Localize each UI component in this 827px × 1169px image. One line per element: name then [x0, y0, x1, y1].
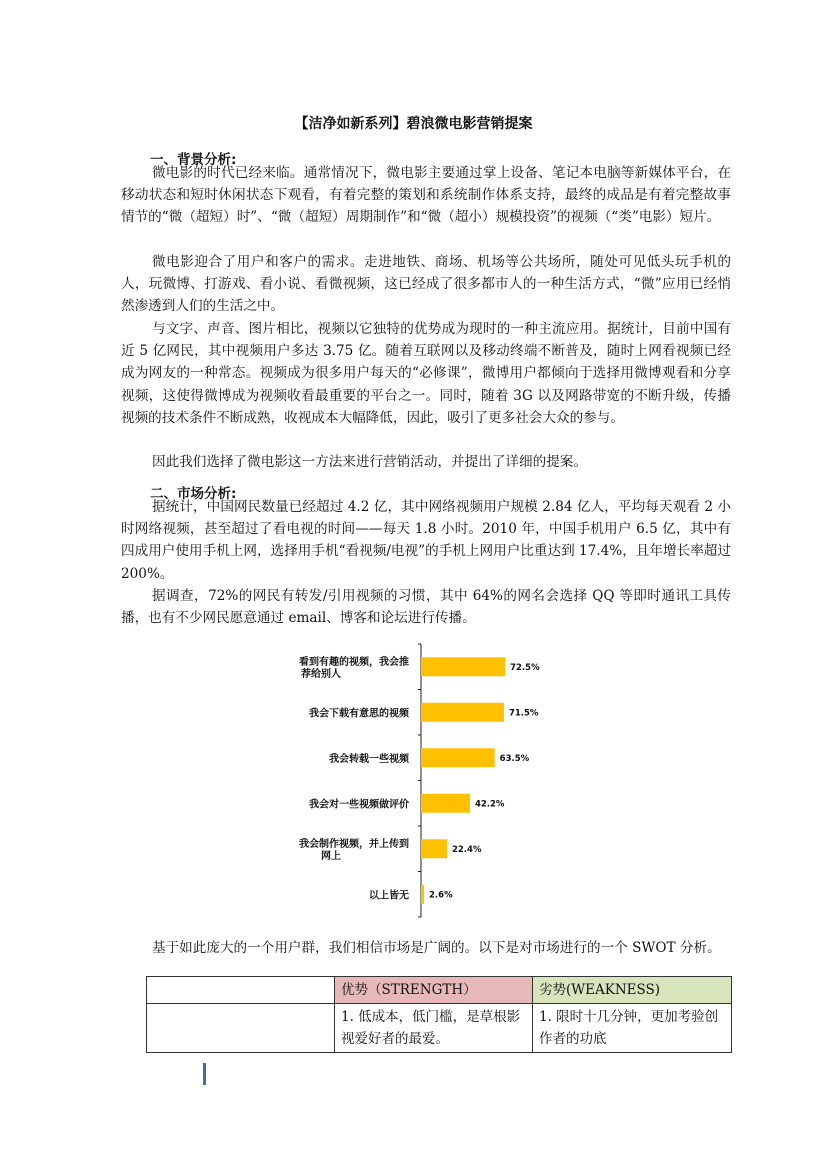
page-title: 【洁净如新系列】碧浪微电影营销提案 [294, 116, 533, 132]
swot-strength-item: 1. 低成本，低门槛，是草根影视爱好者的最爱。 [335, 1004, 533, 1053]
text-cursor-marker [203, 1063, 206, 1085]
swot-corner-cell [147, 977, 335, 1004]
chart-bar [421, 657, 505, 676]
video-habits-bar-chart [255, 638, 585, 918]
swot-strength-header: 优势（STRENGTH） [335, 977, 533, 1004]
section2-paragraph-1: 据统计，中国网民数量已经超过 4.2 亿，其中网络视频用户规模 2.84 亿人，平均每天观看 2 小时网络视频，甚至超过了看电视的时间——每天 1.8 小时。2010 年，中国手机用户 6.5 亿，其中有四成用户使用手机上网，选择用手机“看视频/电视”的手机上网用户比重达到 17.4%，且年增长率超过 200%。 [121, 499, 731, 582]
chart-category-label: 荐给别人 [301, 668, 341, 680]
chart-value-label: 71.5% [508, 708, 539, 719]
chart-bar [421, 703, 504, 722]
chart-category-label: 看到有趣的视频，我会推 [299, 656, 409, 668]
chart-category-label: 网上 [321, 850, 341, 862]
chart-category-label: 以上皆无 [369, 890, 409, 902]
swot-weakness-header: 劣势(WEAKNESS) [533, 977, 732, 1004]
chart-category-label: 我会转载一些视频 [329, 753, 409, 765]
chart-bar [421, 885, 424, 904]
section1-paragraph-3: 与文字、声音、图片相比，视频以它独特的优势成为现时的一种主流应用。据统计，目前中国有近 5 亿网民，其中视频用户多达 3.75 亿。随着互联网以及移动终端不断普及，随时上网看视频已经成为网友的一种常态。视频成为很多用户每天的“必修课”，微博用户都倾向于选择用微博观看和分享视频，这使得微博成为视频收看最重要的平台之一。同时，随着 3G 以及网路带宽的不断升级，传播视频的技术条件不断成熟，收视成本大幅降低，因此，吸引了更多社会大众的参与。 [121, 321, 731, 426]
chart-bar [421, 794, 470, 813]
chart-value-label: 42.2% [474, 799, 505, 810]
chart-bar [421, 748, 495, 767]
swot-empty-cell [147, 1004, 335, 1053]
section1-paragraph-4: 因此我们选择了微电影这一方法来进行营销活动，并提出了详细的提案。 [152, 454, 587, 470]
section2-paragraph-2: 据调查，72%的网民有转发/引用视频的习惯，其中 64%的网名会选择 QQ 等即时通讯工具传播，也有不少网民愿意通过 email、博客和论坛进行传播。 [121, 588, 731, 627]
chart-category-label: 我会对一些视频做评价 [309, 799, 409, 811]
section2-heading: 二、市场分析: [150, 486, 237, 502]
section2-paragraph-3: 基于如此庞大的一个用户群，我们相信市场是广阔的。以下是对市场进行的一个 SWOT 分析。 [152, 940, 721, 956]
chart-value-label: 72.5% [510, 662, 540, 673]
section1-heading: 一、背景分析: [150, 152, 237, 168]
swot-table [146, 976, 732, 1053]
chart-value-label: 2.6% [429, 890, 453, 901]
chart-value-label: 22.4% [451, 844, 482, 855]
chart-value-label: 63.5% [499, 753, 530, 764]
chart-category-label: 我会下载有意思的视频 [309, 708, 409, 720]
swot-weakness-item: 1. 限时十几分钟，更加考验创作者的功底 [533, 1004, 732, 1053]
section1-paragraph-1: 微电影的时代已经来临。通常情况下，微电影主要通过掌上设备、笔记本电脑等新媒体平台，在移动状态和短时休闲状态下观看，有着完整的策划和系统制作体系支持，最终的成品是有着完整故事情节的“微（超短）时”、“微（超短）周期制作”和“微（超小）规模投资”的视频（“类”电影）短片。 [121, 165, 731, 226]
chart-bar [421, 839, 447, 858]
section1-paragraph-2: 微电影迎合了用户和客户的需求。走进地铁、商场、机场等公共场所，随处可见低头玩手机的人，玩微博、打游戏、看小说、看微视频，这已经成了很多都市人的一种生活方式，“微”应用已经悄然渗透到人们的生活之中。 [121, 254, 731, 315]
chart-category-label: 我会制作视频，并上传到 [299, 838, 409, 850]
